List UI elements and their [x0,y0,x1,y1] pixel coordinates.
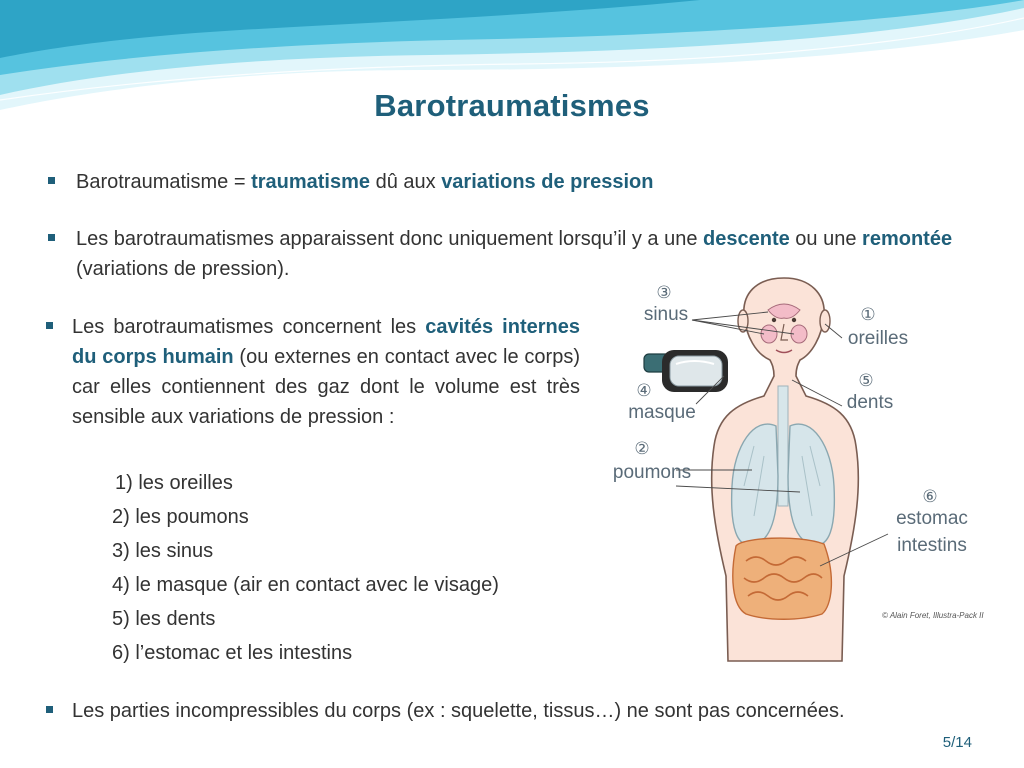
list-item: 6) l’estomac et les intestins [112,642,353,664]
highlight-text: remontée [862,228,953,250]
highlight-text: descente [703,228,790,250]
page-number: 5/14 [942,734,972,751]
bullet-marker [48,234,55,241]
body-illustration [596,276,1006,666]
list-item: 5) les dents [112,608,216,630]
list-item: 4) le masque (air en contact avec le visage) [112,574,499,596]
highlight-text: cavités internes du corps humain [72,316,580,368]
bullet-cavities [72,312,580,432]
label-sinus: sinus [643,304,689,325]
intestines [733,538,832,619]
highlight-text: traumatisme [251,171,371,193]
label-masque: masque [628,402,696,423]
label-poumons: poumons [612,462,692,483]
bullet-marker [46,322,53,329]
illustration-credit: © Alain Foret, Illustra-Pack II [882,611,984,620]
bullet-text: Barotraumatisme = [76,171,252,193]
bullet-text: ou une [789,228,863,250]
list-item: 2) les poumons [112,506,249,528]
label-estomac-number: ⑥ [922,487,938,506]
label-poumons-number: ② [634,439,650,458]
label-oreilles-number: ① [860,305,876,324]
bullet-marker [46,706,53,713]
bullet-text: (ou externes en contact avec le corps) car elles contiennent des gaz dont le volume est très sensible aux variations de pression : [72,346,580,428]
label-oreilles: oreilles [847,328,909,349]
dive-mask-icon [644,350,728,392]
bullet-marker [48,177,55,184]
bullet-definition [76,167,976,197]
label-intestins: intestins [897,535,967,556]
bullet-text: (variations de pression). [76,258,290,280]
bullet-text: Les parties incompressibles du corps (ex : squelette, tissus…) ne sont pas concernées. [72,700,845,722]
highlight-text: variations de pression [441,171,654,193]
label-sinus-number: ③ [656,283,672,302]
bullet-text: Les barotraumatismes apparaissent donc uniquement lorsqu’il y a une [76,228,704,250]
label-dents-number: ⑤ [858,371,874,390]
label-estomac: estomac [896,508,968,529]
list-item: 1) les oreilles [115,472,233,494]
bullet-text: dû aux [375,171,442,193]
bullet-text: Les barotraumatismes concernent les [72,316,426,338]
label-masque-number: ④ [636,381,652,400]
bullet-incompressible [72,696,992,726]
slide-title: Barotraumatismes [374,88,650,123]
list-item: 3) les sinus [112,540,214,562]
bullet-occurrence [76,224,956,284]
label-dents: dents [846,392,894,413]
